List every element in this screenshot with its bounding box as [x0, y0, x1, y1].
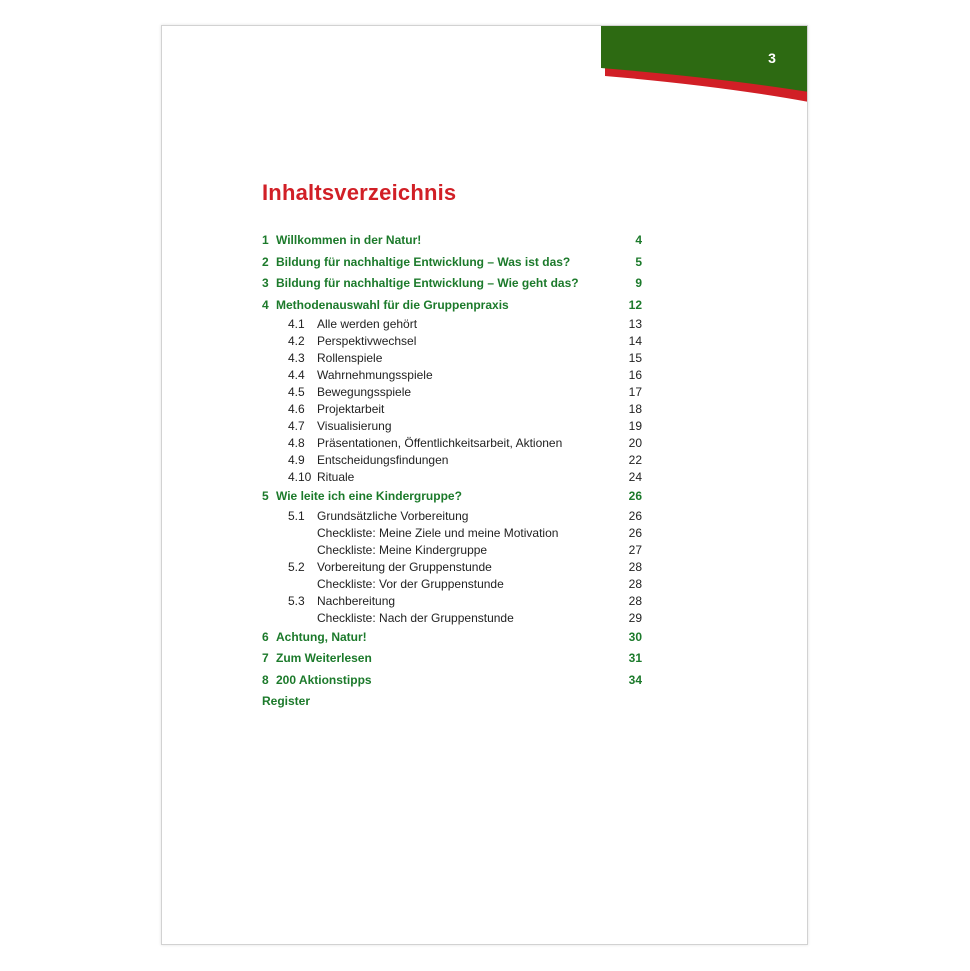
toc-entry[interactable]	[262, 525, 642, 542]
toc-entry-number: 4	[262, 297, 269, 312]
toc-entry-page: 13	[628, 317, 642, 331]
toc-entry[interactable]	[262, 469, 642, 486]
toc-entry-page: 14	[628, 334, 642, 348]
toc-entry-page: 31	[628, 651, 642, 665]
toc-entry-page: 19	[628, 419, 642, 433]
toc-entry[interactable]	[262, 273, 642, 295]
toc-entry-label: Checkliste: Meine Ziele und meine Motivation	[317, 525, 559, 540]
toc-entry-number: 4.1	[288, 317, 305, 331]
toc-entry-number: 5	[262, 489, 269, 503]
toc-entry[interactable]	[262, 542, 642, 559]
toc-entry[interactable]	[262, 252, 642, 274]
toc-entry-label: Rituale	[317, 470, 355, 484]
toc-entry-number: 4.6	[288, 402, 305, 416]
toc-entry-page: 28	[628, 559, 642, 574]
toc-entry[interactable]	[262, 576, 642, 593]
toc-entry[interactable]	[262, 316, 642, 333]
toc-entry-label: Präsentationen, Öffentlichkeitsarbeit, Aktionen	[317, 436, 563, 450]
toc-entry-label: Zum Weiterlesen	[276, 651, 372, 665]
toc-entry[interactable]	[262, 486, 642, 508]
toc-entry-label: Wie leite ich eine Kindergruppe?	[276, 489, 462, 503]
toc-entry-label: Willkommen in der Natur!	[276, 233, 422, 247]
toc-entry-page: 20	[628, 436, 642, 450]
toc-entry[interactable]	[262, 435, 642, 452]
toc-entry[interactable]	[262, 691, 642, 713]
toc-entry-label: Checkliste: Nach der Gruppenstunde	[317, 610, 514, 625]
toc-entry[interactable]	[262, 452, 642, 469]
toc-entry[interactable]	[262, 593, 642, 610]
toc-entry-label: Entscheidungsfindungen	[317, 453, 449, 467]
toc-entry-page: 27	[628, 542, 642, 557]
toc-entry-page: 30	[628, 629, 642, 644]
toc-entry-page: 26	[628, 508, 642, 523]
toc-entry[interactable]	[262, 627, 642, 649]
toc-entry[interactable]	[262, 295, 642, 317]
toc-entry[interactable]	[262, 559, 642, 576]
toc-entry-page: 26	[628, 525, 642, 540]
toc-entry-page: 5	[635, 254, 642, 269]
toc-entry-number: 6	[262, 629, 269, 644]
toc-entry-number: 4.4	[288, 368, 305, 382]
toc-entry-label: Rollenspiele	[317, 351, 383, 365]
toc-entry-page: 22	[628, 453, 642, 467]
toc-entry-number: 4.2	[288, 334, 305, 348]
toc-entry-label: Projektarbeit	[317, 402, 385, 416]
toc-entry-number: 7	[262, 651, 269, 665]
toc-entry[interactable]	[262, 401, 642, 418]
toc-list	[262, 230, 642, 713]
toc-entry-page: 15	[628, 351, 642, 365]
toc-entry-label: Checkliste: Vor der Gruppenstunde	[317, 576, 504, 591]
toc-entry-page: 24	[628, 470, 642, 484]
toc-entry-page: 26	[628, 489, 642, 503]
toc-entry-label: Nachbereitung	[317, 593, 396, 608]
toc-entry-label: Bildung für nachhaltige Entwicklung – Was ist das?	[276, 254, 571, 269]
toc-entry-label: Alle werden gehört	[317, 317, 418, 331]
toc-entry-page: 29	[628, 610, 642, 625]
toc-entry[interactable]	[262, 350, 642, 367]
toc-entry-number: 4.8	[288, 436, 305, 450]
toc-entry-number: 4.5	[288, 385, 305, 399]
toc-entry-label: Grundsätzliche Vorbereitung	[317, 508, 469, 523]
toc-entry[interactable]	[262, 670, 642, 692]
toc-entry-number: 2	[262, 254, 269, 269]
toc-entry-label: Bildung für nachhaltige Entwicklung – Wie geht das?	[276, 276, 579, 290]
toc-entry-number: 4.10	[288, 470, 312, 484]
toc-entry[interactable]	[262, 508, 642, 525]
toc-entry-number: 4.3	[288, 351, 305, 365]
toc-entry-number: 1	[262, 233, 269, 247]
toc-entry-page: 34	[628, 672, 642, 687]
toc-entry[interactable]	[262, 418, 642, 435]
toc-entry-number: 8	[262, 672, 269, 687]
toc-entry-page: 28	[628, 593, 642, 608]
toc-entry-label: Wahrnehmungsspiele	[317, 368, 433, 382]
toc-entry-page: 9	[635, 276, 642, 290]
toc-entry-label: Methodenauswahl für die Gruppenpraxis	[276, 297, 509, 312]
toc-title: Inhaltsverzeichnis	[262, 180, 457, 205]
toc-entry-label: Bewegungsspiele	[317, 385, 412, 399]
page-number: 3	[768, 50, 776, 66]
toc-entry[interactable]	[262, 648, 642, 670]
toc-entry[interactable]	[262, 333, 642, 350]
toc-entry-number: 5.3	[288, 593, 305, 608]
toc-entry-page: 17	[628, 385, 642, 399]
toc-entry-number: 4.7	[288, 419, 305, 433]
toc-entry-number: 3	[262, 276, 269, 290]
corner-decoration	[162, 26, 808, 126]
document-page	[161, 25, 808, 945]
toc-entry[interactable]	[262, 367, 642, 384]
toc-entry-label: Register	[262, 694, 311, 708]
toc-entry-page: 18	[628, 402, 642, 416]
toc-entry-number: 5.2	[288, 559, 305, 574]
toc-entry-page: 28	[628, 576, 642, 591]
toc-entry-label: Perspektivwechsel	[317, 334, 417, 348]
toc-entry-number: 5.1	[288, 508, 305, 523]
toc-entry[interactable]	[262, 230, 642, 252]
toc-entry-label: Checkliste: Meine Kindergruppe	[317, 542, 488, 557]
toc-entry[interactable]	[262, 384, 642, 401]
toc-entry-label: Visualisierung	[317, 419, 392, 433]
toc-entry-label: Achtung, Natur!	[276, 629, 367, 644]
toc-entry-number: 4.9	[288, 453, 305, 467]
toc-entry-label: Vorbereitung der Gruppenstunde	[317, 559, 492, 574]
toc-entry-page: 16	[628, 368, 642, 382]
toc-entry[interactable]	[262, 610, 642, 627]
toc-entry-page: 4	[635, 233, 642, 247]
toc-entry-page: 12	[628, 297, 642, 312]
toc-entry-label: 200 Aktionstipps	[276, 672, 372, 687]
